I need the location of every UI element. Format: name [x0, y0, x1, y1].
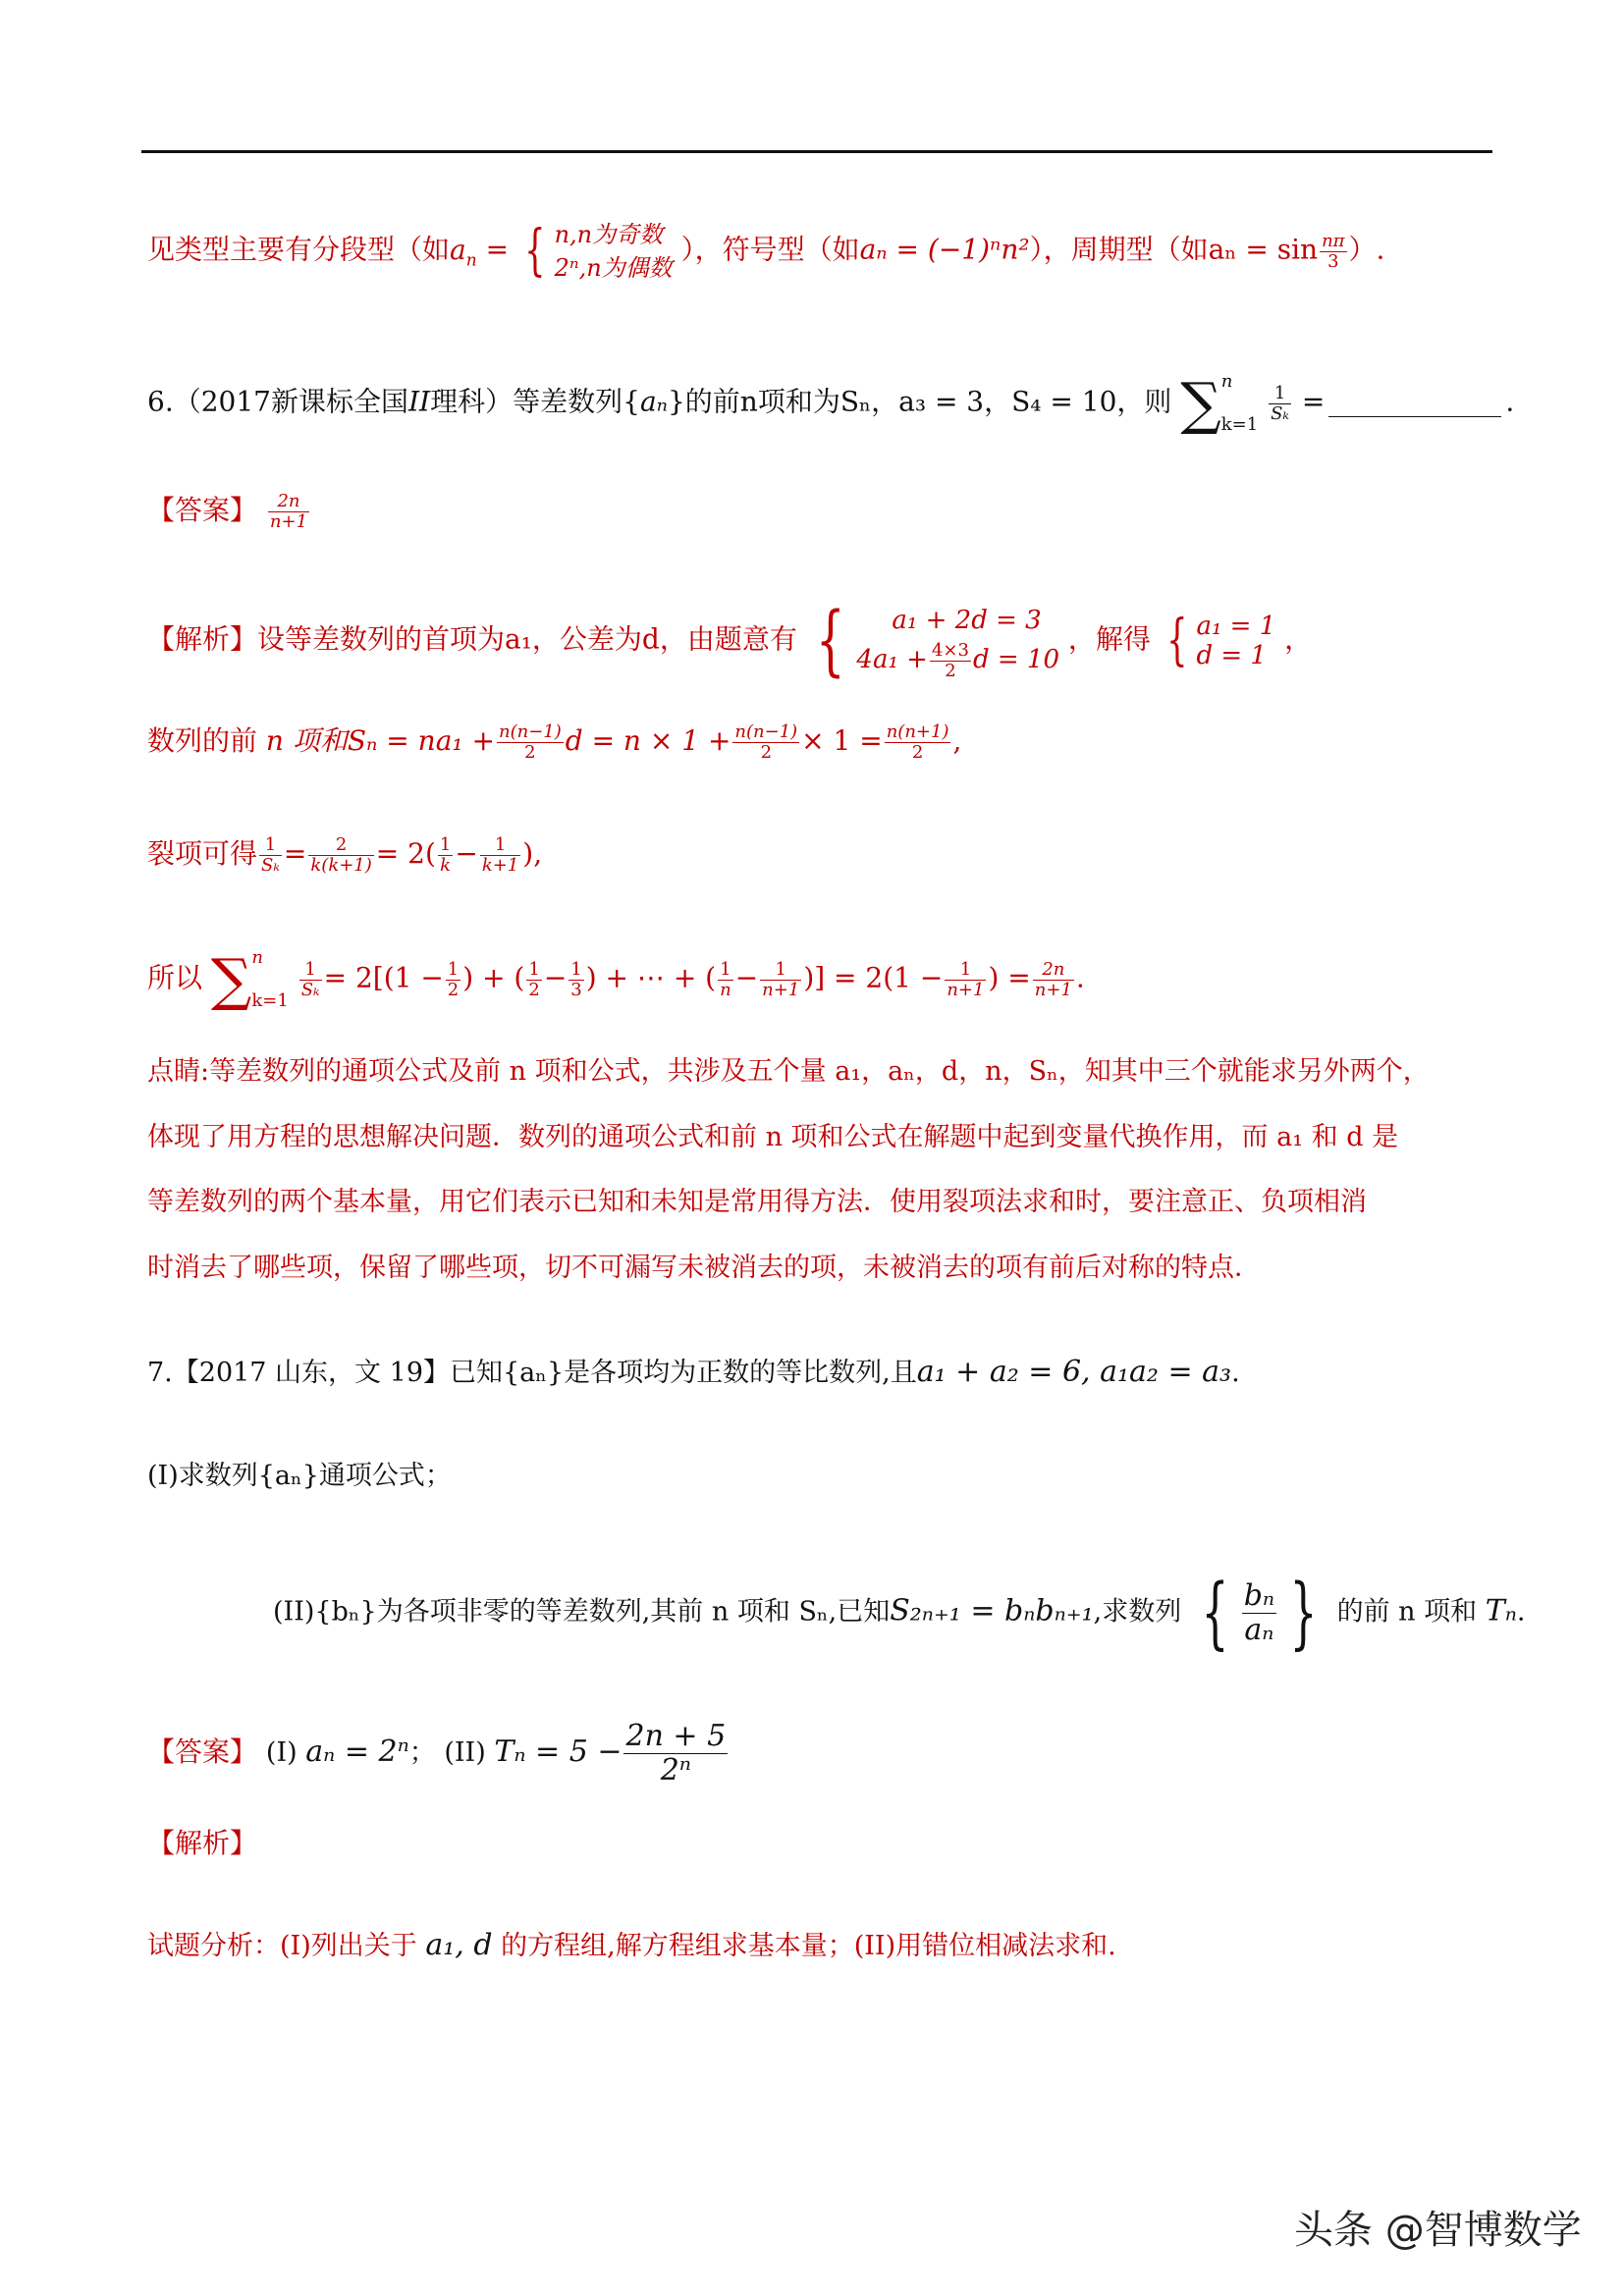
piece-case-1: n,n为奇数	[554, 221, 664, 248]
piece-case-2: 2ⁿ,n为偶数	[554, 254, 673, 282]
q7-condition: a₁ + a₂ = 6, a₁a₂ = a₃	[916, 1355, 1232, 1389]
answer-label: 【答案】	[147, 1735, 258, 1768]
sign-formula: aₙ = (−1)ⁿn²	[859, 233, 1030, 266]
q6-seq: aₙ	[639, 385, 668, 418]
q6-roman: II	[407, 385, 431, 418]
eq-2: 4a₁ + $\frac{4\times 3}{2}$ d = 10	[856, 639, 1059, 681]
sol-2: d = 1	[1196, 640, 1267, 670]
q7-answer: 【答案】 (I) aₙ = 2ⁿ； (II) Tₙ = 5 − $\frac{2n + 5}{\text{2ⁿ}}$	[147, 1719, 727, 1788]
q7-prefix: 7.【2017 山东，文 19】已知{aₙ}是各项均为正数的等比数列,且	[147, 1358, 917, 1388]
q6-statement: }的前n项和为Sₙ，a₃ = 3，S₄ = 10，则	[667, 385, 1172, 418]
equation-system: { a₁ + 2d = 3 4a₁ + $\frac{4\times 3}{2}$ d = 10	[815, 596, 1059, 685]
answer-label: 【答案】	[147, 494, 258, 526]
q6-solution-line3: 裂项可得 $\frac{1}{\text{Sₖ}}$ = $\frac{2}{k(k+1)}$ = 2( $\frac{1}{k}$ − $\frac{1}{k+1}$ ),	[147, 834, 543, 876]
q6-prefix: 6.（2017新课标全国	[147, 385, 408, 418]
q7-part-1: (I)求数列{aₙ}通项公式；	[147, 1461, 452, 1491]
eq-1: a₁ + 2d = 3	[892, 606, 1042, 635]
period-prefix: aₙ = sin	[1208, 233, 1319, 266]
q6-after-roman: 理科）等差数列{	[430, 385, 640, 418]
q7-part-2: (II){bₙ}为各项非零的等差数列,其前 n 项和 Sₙ,已知S₂ₙ₊₁ = bₙbₙ₊₁,求数列 { $\frac{\text{bₙ}}{\text{aₙ}}$ } 的前 n 项和 Tₙ.	[273, 1567, 1526, 1658]
comment-line-4: 时消去了哪些项，保留了哪些项，切不可漏写未被消去的项，未被消去的项有前后对称的特点．	[147, 1253, 1261, 1283]
answer-fraction: $\frac{2n}{n+1}$	[269, 491, 308, 532]
period-fraction: $\frac{n\pi}{3}$	[1322, 230, 1345, 272]
comment-line-2: 体现了用方程的思想解决问题．数列的通项公式和前 n 项和公式在解题中起到变量代换作用，而 a₁ 和 d 是	[147, 1122, 1399, 1152]
q6-solution-line4: 所以 ∑ n k=1 $\frac{1}{\text{Sₖ}}$ = 2[(1 − $\frac{1}{2}$ ) + ( $\frac{1}{2}$ − $\frac{1}{3}$ ) + ⋯ + ( $\frac{1}{n}$ − $\frac{1}{n+1}$ )] = 2(1 − $\frac{1}{n+1}$ ) = $\frac{2n}{n+1}$ .	[147, 946, 1085, 1013]
type-note-line: 见类型主要有分段型（如$a_n$ = { n,n为奇数 2ⁿ,n为偶数 ），符号型（如aₙ = (−1)ⁿn²），周期型（如aₙ = sin $\frac{n\pi}{3}$ ）.	[147, 219, 1385, 283]
answer-blank	[1328, 416, 1501, 417]
solution-text-3: ，	[1284, 622, 1313, 656]
solution-label: 【解析】	[147, 622, 258, 656]
q7-seq-fraction: { $\frac{\text{bₙ}}{\text{aₙ}}$ }	[1201, 1567, 1318, 1658]
comment-line-1: 点睛:等差数列的通项公式及前 n 项和公式，共涉及五个量 a₁，aₙ，d，n，Sₙ，知其中三个就能求另外两个，	[147, 1056, 1430, 1087]
q6-sum: ∑ n k=1	[1180, 370, 1259, 437]
watermark: 头条 @智博数学	[1294, 2208, 1582, 2253]
solution-text-1: 设等差数列的首项为a₁，公差为d，由题意有	[257, 622, 797, 656]
question-7: 7.【2017 山东，文 19】已知{aₙ}是各项均为正数的等比数列,且a₁ + a₂ = 6, a₁a₂ = a₃.	[147, 1355, 1240, 1389]
q6-equals: =	[1301, 385, 1326, 418]
piecewise-system: { n,n为奇数 2ⁿ,n为偶数	[524, 219, 673, 283]
q6-solution-line1	[147, 596, 1313, 685]
q7-analysis: 试题分析：(I)列出关于 a₁, d 的方程组,解方程组求基本量；(II)用错位相减法求和.	[147, 1928, 1116, 1962]
q6-answer	[147, 491, 311, 532]
question-6: 6.（2017新课标全国II理科）等差数列{aₙ}的前n项和为Sₙ，a₃ = 3，S₄ = 10，则 ∑ n k=1 $\frac{1}{\text{Sₖ}}$ = .	[147, 370, 1515, 437]
note-prefix: 见类型主要有分段型（如	[147, 233, 451, 266]
note-middle-2: ），周期型（如	[1029, 233, 1209, 266]
q6-fraction: $\frac{1}{\text{Sₖ}}$	[1271, 382, 1289, 424]
q7-solution-label: 【解析】	[147, 1827, 258, 1859]
header-rule	[141, 150, 1492, 153]
solution-text-2: ，解得	[1067, 622, 1151, 656]
note-middle: ），符号型（如	[680, 233, 860, 266]
solution-system: { a₁ = 1 d = 1	[1165, 608, 1276, 672]
comment-line-3: 等差数列的两个基本量，用它们表示已知和未知是常用得方法．使用裂项法求和时，要注意正、负项相消	[147, 1187, 1367, 1217]
note-suffix: ）.	[1348, 233, 1385, 266]
sol-1: a₁ = 1	[1196, 611, 1276, 641]
q6-solution-line2: 数列的前 n 项和Sₙ = na₁ + $\frac{n(n-1)}{2}$ d = n × 1 + $\frac{n(n-1)}{2}$ × 1 = $\frac{n(n+1)}{2}$ ,	[147, 721, 962, 763]
